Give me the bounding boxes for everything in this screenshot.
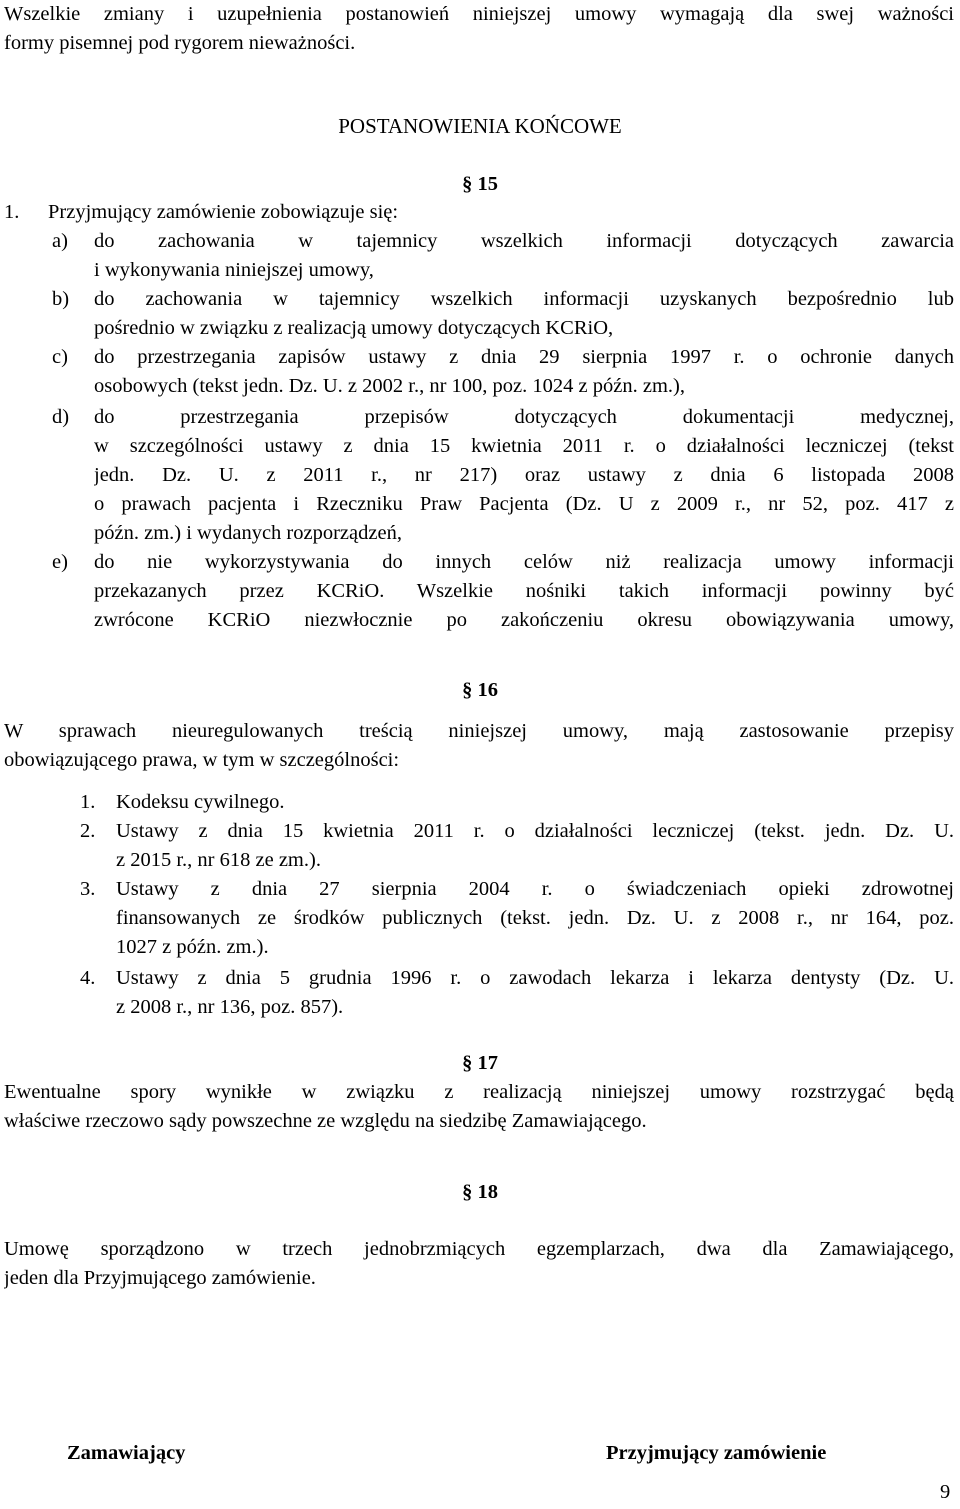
text-line: jedn. Dz. U. z 2011 r., nr 217) oraz ustawy z dnia 6 listopada 2008: [94, 464, 954, 486]
text-line: Ustawy z dnia 5 grudnia 1996 r. o zawodach lekarza i lekarza dentysty (Dz. U.: [116, 967, 954, 989]
section-16-paragraph: [4, 717, 954, 775]
subitem-text: [94, 403, 954, 548]
subitem-label: a): [52, 230, 68, 252]
text-line: do zachowania w tajemnicy wszelkich informacji dotyczących zawarcia: [94, 230, 954, 252]
text-line: W sprawach nieuregulowanych treścią niniejszej umowy, mają zastosowanie przepisy: [4, 720, 954, 742]
item-text: [116, 788, 954, 817]
text-line: Umowę sporządzono w trzech jednobrzmiących egzemplarzach, dwa dla Zamawiającego,: [4, 1238, 954, 1260]
section-16-title: § 16: [462, 679, 498, 701]
subitem-text: [94, 227, 954, 285]
text-line: formy pisemnej pod rygorem nieważności.: [4, 32, 356, 54]
item-text: [116, 817, 954, 875]
text-line: pośrednio w związku z realizacją umowy dotyczących KCRiO,: [94, 317, 614, 339]
text-line: do przestrzegania zapisów ustawy z dnia 29 sierpnia 1997 r. o ochronie danych: [94, 346, 954, 368]
item-text: [116, 964, 954, 1022]
text-line: do przestrzegania przepisów dotyczących dokumentacji medycznej,: [94, 406, 954, 428]
section-17-paragraph: [4, 1078, 954, 1136]
text-line: Ustawy z dnia 15 kwietnia 2011 r. o działalności leczniczej (tekst. jedn. Dz. U.: [116, 820, 954, 842]
item-text: [116, 875, 954, 962]
text-line: o prawach pacjenta i Rzeczniku Praw Pacjenta (Dz. U z 2009 r., nr 52, poz. 417 z: [94, 493, 954, 515]
text-line: do nie wykorzystywania do innych celów niż realizacja umowy informacji: [94, 551, 954, 573]
text-line: Wszelkie zmiany i uzupełnienia postanowień niniejszej umowy wymagają dla swej ważności: [4, 3, 954, 25]
subitem-text: [94, 285, 954, 343]
text-line: 1027 z późn. zm.).: [116, 936, 269, 958]
intro-paragraph: [4, 0, 954, 58]
text-line: Kodeksu cywilnego.: [116, 791, 285, 813]
item-text: Przyjmujący zamówienie zobowiązuje się:: [48, 201, 399, 223]
subitem-label: c): [52, 346, 68, 368]
page-number: 9: [940, 1481, 951, 1503]
text-line: w szczególności ustawy z dnia 15 kwietnia 2011 r. o działalności leczniczej (tekst: [94, 435, 954, 457]
signature-right: Przyjmujący zamówienie: [606, 1442, 827, 1464]
text-line: do zachowania w tajemnicy wszelkich informacji uzyskanych bezpośrednio lub: [94, 288, 954, 310]
text-line: Ewentualne spory wynikłe w związku z realizacją niniejszej umowy rozstrzygać będą: [4, 1081, 954, 1103]
item-number: 1.: [80, 791, 96, 813]
signature-left: Zamawiający: [67, 1442, 186, 1464]
item-number: 1.: [4, 201, 20, 223]
subitem-label: e): [52, 551, 68, 573]
subitem-label: b): [52, 288, 70, 310]
section-heading: POSTANOWIENIA KOŃCOWE: [338, 114, 622, 138]
text-line: właściwe rzeczowo sądy powszechne ze względu na siedzibę Zamawiającego.: [4, 1110, 647, 1132]
item-number: 3.: [80, 878, 96, 900]
section-18-title: § 18: [462, 1181, 498, 1203]
item-number: 2.: [80, 820, 96, 842]
section-18-paragraph: [4, 1235, 954, 1293]
text-line: finansowanych ze środków publicznych (tekst. jedn. Dz. U. z 2008 r., nr 164, poz.: [116, 907, 954, 929]
subitem-text: [94, 343, 954, 401]
item-number: 4.: [80, 967, 96, 989]
section-15-title: § 15: [462, 173, 498, 195]
text-line: z 2015 r., nr 618 ze zm.).: [116, 849, 321, 871]
text-line: późn. zm.) i wydanych rozporządzeń,: [94, 522, 402, 544]
subitem-text: [94, 548, 954, 635]
text-line: zwrócone KCRiO niezwłocznie po zakończeniu okresu obowiązywania umowy,: [94, 609, 954, 631]
text-line: osobowych (tekst jedn. Dz. U. z 2002 r., nr 100, poz. 1024 z późn. zm.),: [94, 375, 685, 397]
text-line: i wykonywania niniejszej umowy,: [94, 259, 374, 281]
text-line: przekazanych przez KCRiO. Wszelkie nośniki takich informacji powinny być: [94, 580, 954, 602]
section-17-title: § 17: [462, 1052, 498, 1074]
subitem-label: d): [52, 406, 70, 428]
text-line: jeden dla Przyjmującego zamówienie.: [4, 1267, 316, 1289]
text-line: z 2008 r., nr 136, poz. 857).: [116, 996, 344, 1018]
text-line: Ustawy z dnia 27 sierpnia 2004 r. o świadczeniach opieki zdrowotnej: [116, 878, 954, 900]
text-line: obowiązującego prawa, w tym w szczególności:: [4, 749, 400, 771]
